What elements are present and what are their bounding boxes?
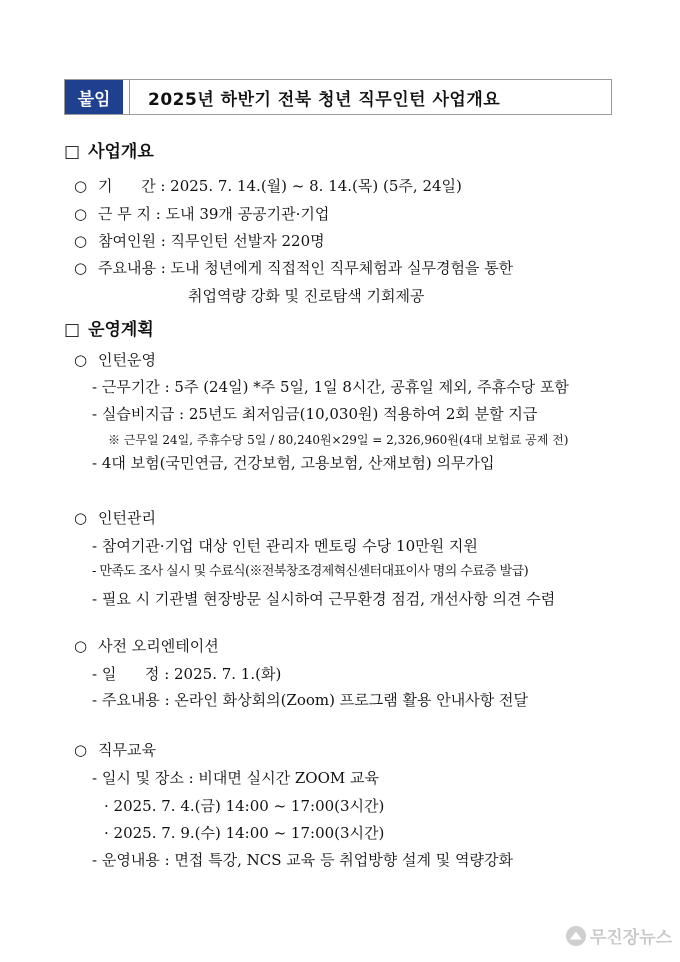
section-title: 운영계획 xyxy=(88,320,154,340)
page-title: 2025년 하반기 전북 청년 직무인턴 사업개요 xyxy=(129,80,611,114)
schedule-item: · 2025. 7. 9.(수) 14:00 ~ 17:00(3시간) xyxy=(104,824,385,842)
circle-bullet-icon: ○ xyxy=(74,637,88,655)
circle-bullet-icon: ○ xyxy=(74,177,88,195)
circle-bullet-icon: ○ xyxy=(74,205,88,223)
section-heading-operation xyxy=(64,320,154,340)
section-title: 사업개요 xyxy=(88,142,154,162)
list-item: - 주요내용 : 온라인 화상회의(Zoom) 프로그램 활용 안내사항 전달 xyxy=(92,691,528,709)
square-bullet-icon: □ xyxy=(64,142,81,162)
list-item: - 운영내용 : 면접 특강, NCS 교육 등 취업방향 설계 및 역량강화 xyxy=(92,851,513,869)
circle-bullet-icon: ○ xyxy=(74,232,88,250)
circle-bullet-icon: ○ xyxy=(74,741,88,759)
overview-item-content: ○ 주요내용 : 도내 청년에게 직접적인 직무체험과 실무경험을 통한 xyxy=(74,259,514,277)
watermark-text: 무진장뉴스 xyxy=(589,928,672,948)
list-item: - 참여기관·기업 대상 인턴 관리자 멘토링 수당 10만원 지원 xyxy=(92,537,478,555)
title-bar xyxy=(64,79,612,115)
circle-bullet-icon: ○ xyxy=(74,509,88,527)
list-item: - 일시 및 장소 : 비대면 실시간 ZOOM 교육 xyxy=(92,769,380,787)
list-item: - 만족도 조사 실시 및 수료식(※전북창조경제혁신센터대표이사 명의 수료증 발급) xyxy=(92,564,529,579)
circle-bullet-icon: ○ xyxy=(74,351,88,369)
section-heading-overview xyxy=(64,142,154,162)
group-heading-intern-operation: ○ 인턴운영 xyxy=(74,351,156,369)
list-item: - 4대 보험(국민연금, 건강보험, 고용보험, 산재보험) 의무가입 xyxy=(92,454,495,472)
list-item: - 실습비지급 : 25년도 최저임금(10,030원) 적용하여 2회 분할 지급 xyxy=(92,405,538,423)
watermark xyxy=(566,923,672,948)
note-item: ※ 근무일 24일, 주휴수당 5일 / 80,240원×29일 = 2,326,960원(4대 보험료 공제 전) xyxy=(108,433,569,447)
overview-item-participants: ○ 참여인원 : 직무인턴 선발자 220명 xyxy=(74,232,325,250)
attachment-badge: 붙임 xyxy=(65,80,129,114)
group-heading-intern-management: ○ 인턴관리 xyxy=(74,509,156,527)
schedule-item: · 2025. 7. 4.(금) 14:00 ~ 17:00(3시간) xyxy=(104,797,385,815)
circle-bullet-icon: ○ xyxy=(74,259,88,277)
mountain-logo-icon xyxy=(566,926,586,946)
list-item: - 필요 시 기관별 현장방문 실시하여 근무환경 점검, 개선사항 의견 수렴 xyxy=(92,590,556,608)
group-heading-job-training: ○ 직무교육 xyxy=(74,741,156,759)
group-heading-orientation: ○ 사전 오리엔테이션 xyxy=(74,637,219,655)
square-bullet-icon: □ xyxy=(64,320,81,340)
list-item: - 근무기간 : 5주 (24일) *주 5일, 1일 8시간, 공휴일 제외, 주휴수당 포함 xyxy=(92,378,569,396)
overview-item-content-continued: 취업역량 강화 및 진로탐색 기회제공 xyxy=(188,287,425,305)
overview-item-location: ○ 근 무 지 : 도내 39개 공공기관·기업 xyxy=(74,205,330,223)
overview-item-period: ○ 기 간 : 2025. 7. 14.(월) ~ 8. 14.(목) (5주, 24일) xyxy=(74,177,462,195)
list-item: - 일 정 : 2025. 7. 1.(화) xyxy=(92,665,282,683)
